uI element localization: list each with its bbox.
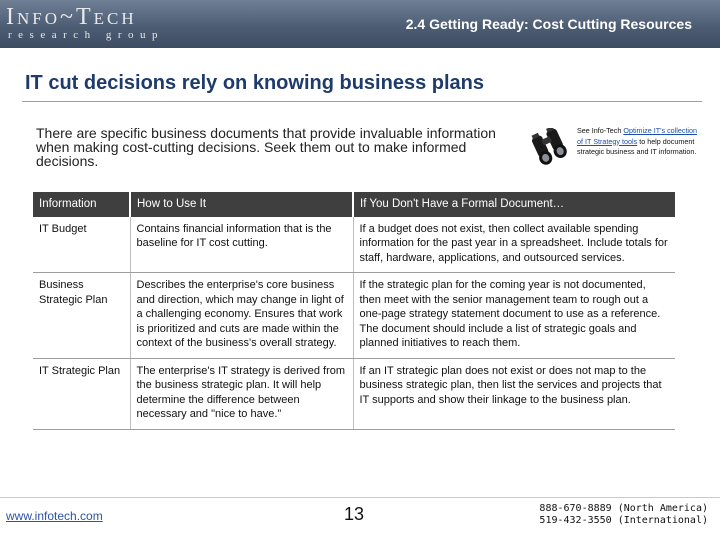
table-row <box>33 358 675 429</box>
table-header-row <box>33 192 675 217</box>
logo-sub-text: research group <box>8 29 165 41</box>
row-info-cell: IT Strategic Plan <box>33 358 130 429</box>
callout-text <box>577 126 703 158</box>
header-banner <box>0 0 720 48</box>
website-link[interactable]: www.infotech.com <box>6 509 103 523</box>
row-use-cell: Contains financial information that is the baseline for IT cost cutting. <box>130 217 353 273</box>
column-header-how-to-use: How to Use It <box>130 192 353 217</box>
row-fallback-cell: If the strategic plan for the coming year is not documented, then meet with the senior management team to rough out a one-page strategy statement document to use as a reference. The document should include a list of strategic goals and planned initiatives to reach them. <box>353 273 675 359</box>
strategy-tools-link[interactable]: Optimize IT's collection of IT Strategy tools <box>577 126 698 146</box>
phone-north-america: 888-670-8889 (North America) <box>539 503 708 514</box>
contact-phones <box>539 503 708 527</box>
callout-suffix: to help document strategic business and IT information. <box>577 136 697 156</box>
callout-prefix: See Info-Tech <box>577 126 624 135</box>
intro-paragraph: There are specific business documents that provide invaluable information when making cost-cutting decisions. Seek them out to make informed decisions. <box>36 125 496 169</box>
row-fallback-cell: If an IT strategic plan does not exist or does not map to the business strategic plan, then list the services and projects that IT supports and show their linkage to the business plan. <box>353 358 675 429</box>
row-info-cell: IT Budget <box>33 217 130 273</box>
column-header-no-formal-document: If You Don't Have a Formal Document… <box>353 192 675 217</box>
row-info-cell: Business Strategic Plan <box>33 273 130 359</box>
row-use-cell: Describes the enterprise's core business and direction, which may change in light of a challenging economy. Ensures that work is prioritized and cuts are made within the context of the business's overall strategy. <box>130 273 353 359</box>
phone-international: 519-432-3550 (International) <box>539 515 708 526</box>
row-fallback-cell: If a budget does not exist, then collect available spending information for the past year in a spreadsheet. Include totals for staff, hardware, applications, and outsourced services. <box>353 217 675 273</box>
binoculars-icon <box>530 128 570 166</box>
business-documents-table <box>33 192 675 430</box>
row-use-cell: The enterprise's IT strategy is derived from the business strategic plan. It will help determine the difference between necessary and "nice to have." <box>130 358 353 429</box>
footer-divider <box>0 497 720 498</box>
table-row <box>33 273 675 359</box>
headline-divider <box>22 101 702 102</box>
logo-main-text: Info~Tech <box>6 4 137 30</box>
page-number: 13 <box>344 504 365 524</box>
section-title: 2.4 Getting Ready: Cost Cutting Resources <box>405 16 692 32</box>
column-header-information: Information <box>33 192 130 217</box>
table-row <box>33 217 675 273</box>
slide-headline: IT cut decisions rely on knowing business plans <box>25 72 484 94</box>
infotech-logo[interactable] <box>6 4 164 41</box>
